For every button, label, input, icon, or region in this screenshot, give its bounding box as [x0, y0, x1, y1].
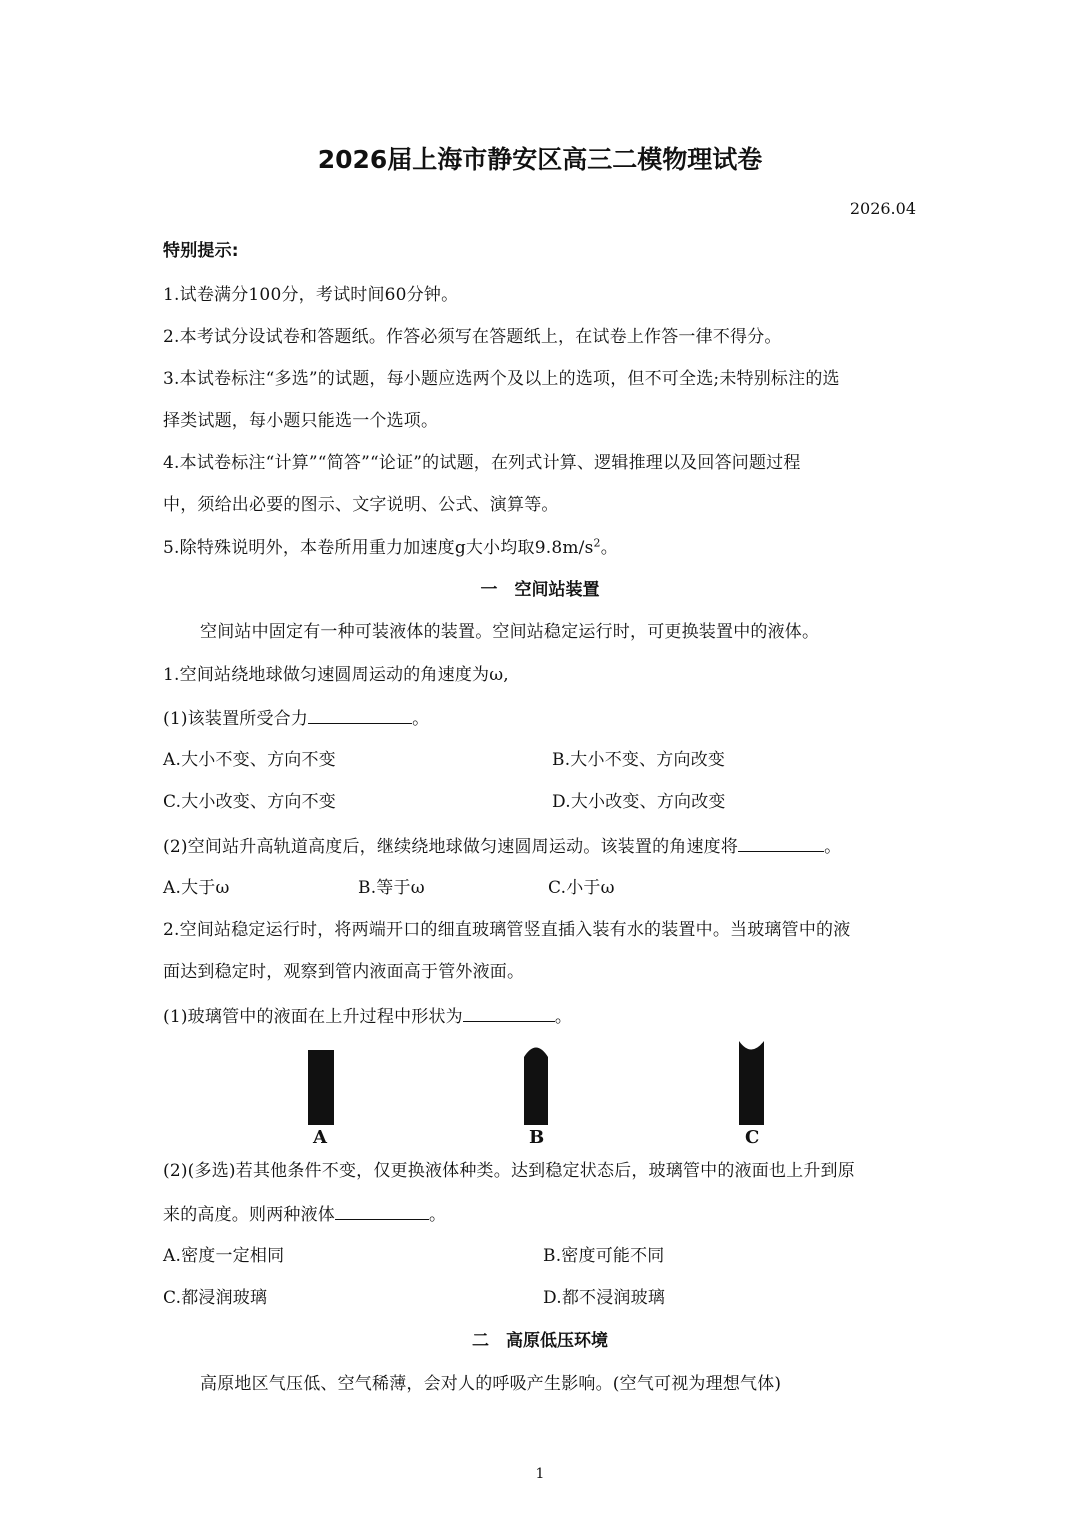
tube-figures — [0, 1030, 1080, 1125]
q1-2-option-a[interactable]: A.大于ω — [163, 878, 230, 898]
section-2-heading: 二 高原低压环境 — [472, 1331, 608, 1351]
notice-3-cont: 择类试题，每小题只能选一个选项。 — [163, 411, 439, 431]
q1-1-answer-blank[interactable] — [308, 705, 412, 724]
q1-2-text: (2)空间站升高轨道高度后，继续绕地球做匀速圆周运动。该装置的角速度将 — [163, 837, 739, 857]
notice-5-sup: 2 — [593, 536, 601, 550]
q1-2-suffix: 。 — [824, 837, 842, 857]
q1-2-option-b[interactable]: B.等于ω — [358, 878, 425, 898]
notice-3: 3.本试卷标注“多选”的试题，每小题应选两个及以上的选项，但不可全选;未特别标注的选 — [163, 369, 840, 389]
tube-a-flat-surface — [308, 1050, 334, 1125]
q1-2 — [163, 833, 841, 859]
q2-2-option-b[interactable]: B.密度可能不同 — [543, 1246, 665, 1266]
q2-stem-cont: 面达到稳定时，观察到管内液面高于管外液面。 — [163, 962, 525, 982]
q2-2-option-d[interactable]: D.都不浸润玻璃 — [543, 1288, 666, 1308]
tube-label-a[interactable]: A — [313, 1127, 327, 1148]
exam-date: 2026.04 — [849, 199, 916, 218]
q2-stem: 2.空间站稳定运行时，将两端开口的细直玻璃管竖直插入装有水的装置中。当玻璃管中的液 — [163, 920, 851, 940]
q2-1-suffix: 。 — [554, 1007, 573, 1027]
q2-2-suffix: 。 — [429, 1205, 447, 1225]
notice-5-text: 5.除特殊说明外，本卷所用重力加速度g大小均取9.8m/s — [163, 538, 594, 558]
q2-2-text: 来的高度。则两种液体 — [163, 1205, 335, 1225]
notice-2: 2.本考试分设试卷和答题纸。作答必须写在答题纸上，在试卷上作答一律不得分。 — [163, 327, 782, 347]
q2-1 — [163, 1003, 572, 1029]
q2-2-answer-blank[interactable] — [335, 1201, 429, 1220]
q1-2-answer-blank[interactable] — [738, 833, 824, 852]
q2-2-option-a[interactable]: A.密度一定相同 — [163, 1246, 285, 1266]
q2-2-cont — [163, 1201, 446, 1227]
section-2-intro: 高原地区气压低、空气稀薄，会对人的呼吸产生影响。(空气可视为理想气体) — [200, 1374, 782, 1394]
q2-2: (2)(多选)若其他条件不变，仅更换液体种类。达到稳定状态后，玻璃管中的液面也上升到原 — [163, 1161, 855, 1181]
q1-1-option-a[interactable]: A.大小不变、方向不变 — [163, 750, 336, 770]
q1-stem: 1.空间站绕地球做匀速圆周运动的角速度为ω, — [163, 665, 509, 685]
q1-2-option-c[interactable]: C.小于ω — [548, 878, 615, 898]
q1-1-option-c[interactable]: C.大小改变、方向不变 — [163, 792, 337, 812]
section-1-intro: 空间站中固定有一种可装液体的装置。空间站稳定运行时，可更换装置中的液体。 — [200, 622, 820, 642]
notice-5-end: 。 — [600, 538, 618, 558]
notice-4-cont: 中，须给出必要的图示、文字说明、公式、演算等。 — [163, 495, 559, 515]
notice-5 — [163, 536, 618, 560]
notice-1: 1.试卷满分100分，考试时间60分钟。 — [163, 285, 459, 305]
tube-label-b[interactable]: B — [529, 1127, 545, 1148]
exam-title: 2026届上海市静安区高三二模物理试卷 — [317, 145, 763, 174]
q1-1-option-d[interactable]: D.大小改变、方向改变 — [552, 792, 726, 812]
q1-1-text: (1)该装置所受合力 — [163, 709, 309, 729]
q2-1-answer-blank[interactable] — [463, 1003, 555, 1022]
q1-1 — [163, 705, 429, 731]
q2-1-text: (1)玻璃管中的液面在上升过程中形状为 — [163, 1007, 463, 1027]
notice-4: 4.本试卷标注“计算”“简答”“论证”的试题，在列式计算、逻辑推理以及回答问题过程 — [163, 453, 801, 473]
q2-2-option-c[interactable]: C.都浸润玻璃 — [163, 1288, 268, 1308]
q1-1-option-b[interactable]: B.大小不变、方向改变 — [552, 750, 726, 770]
q1-1-suffix: 。 — [412, 709, 430, 729]
tube-label-c[interactable]: C — [745, 1127, 760, 1148]
section-1-heading: 一 空间站装置 — [480, 580, 600, 600]
tube-b-convex-surface — [524, 1048, 548, 1126]
tube-c-concave-surface — [739, 1041, 764, 1125]
page-number: 1 — [535, 1466, 545, 1482]
notice-heading: 特别提示: — [163, 241, 239, 261]
